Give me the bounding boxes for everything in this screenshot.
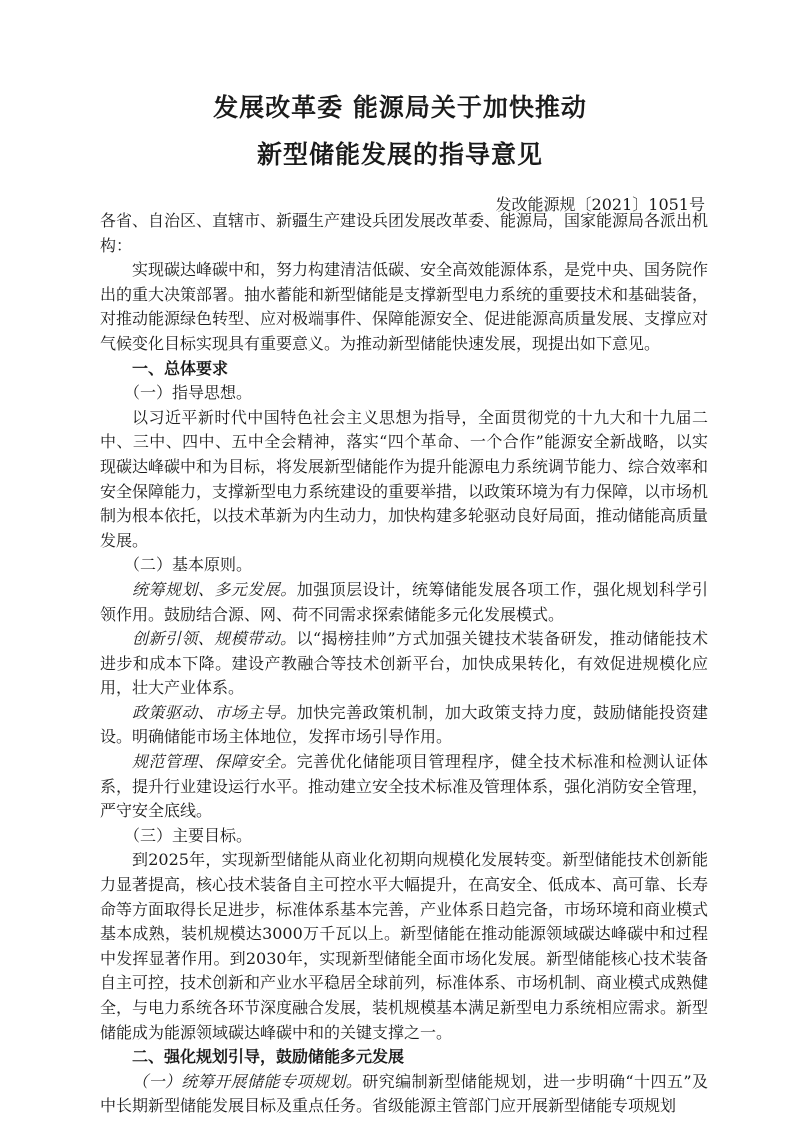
intro-paragraph: 实现碳达峰碳中和，努力构建清洁低碳、安全高效能源体系，是党中央、国务院作出的重大决策部署。抽水蓄能和新型储能是支撑新型电力系统的重要技术和基础装备，对推动能源绿色转型、应对极端事件、保障能源安全、促进能源高质量发展、支撑应对气候变化目标实现具有重要意义。为推动新型储能快速发展，现提出如下意见。 [100, 260, 709, 353]
section-1-sub-2-heading: （二）基本原则。 [124, 555, 253, 575]
principle-lead: 创新引领、规模带动。 [132, 629, 297, 649]
principle-text: 加快完善政策机制，加大政策支持力度，鼓励储能投资建设。明确储能市场主体地位，发挥市场引导作用。 [100, 702, 708, 747]
document-title-line-2: 新型储能发展的指导意见 [256, 140, 543, 169]
guiding-ideology-paragraph: 以习近平新时代中国特色社会主义思想为指导，全面贯彻党的十九大和十九届二中、三中、四中、五中全会精神，落实“四个革命、一个合作”能源安全新战略，以实现碳达峰碳中和为目标，将发展新型储能作为提升能源电力系统调节能力、综合效率和安全保障能力，支撑新型电力系统建设的重要举措，以政策环境为有力保障，以市场机制为根本依托，以技术革新为内生动力，加快构建多轮驱动良好局面，推动储能高质量发展。 [100, 407, 709, 550]
principle-paragraph [100, 750, 708, 824]
section-1-sub-1-heading: （一）指导思想。 [124, 383, 253, 403]
principle-paragraph [100, 627, 708, 701]
section-1-heading: 一、总体要求 [132, 358, 229, 378]
principle-lead: 政策驱动、市场主导。 [132, 702, 297, 722]
document-title-line-1: 发展改革委 能源局关于加快推动 [213, 93, 587, 122]
principle-text: 以“揭榜挂帅”方式加强关键技术装备研发，推动储能技术进步和成本下降。建设产教融合等技术创新平台，加快成果转化，有效促进规模化应用，壮大产业体系。 [100, 629, 708, 698]
recipients: 各省、自治区、直辖市、新疆生产建设兵团发展改革委、能源局，国家能源局各派出机构： [100, 211, 709, 255]
main-targets-paragraph: 到2025年，实现新型储能从商业化初期向规模化发展转变。新型储能技术创新能力显著提高，核心技术装备自主可控水平大幅提升，在高安全、低成本、高可靠、长寿命等方面取得长足进步，标准体系基本完善，产业体系日趋完备，市场环境和商业模式基本成熟，装机规模达3000万千瓦以上。新型储能在推动能源领域碳达峰碳中和过程中发挥显著作用。到2030年，实现新型储能全面市场化发展。新型储能核心技术装备自主可控，技术创新和产业水平稳居全球前列，标准体系、市场机制、商业模式成熟健全，与电力系统各环节深度融合发展，装机规模基本满足新型电力系统相应需求。新型储能成为能源领域碳达峰碳中和的关键支撑之一。 [100, 850, 709, 1042]
principle-paragraph [100, 701, 708, 750]
section-2-sub-1-lead: （一）统筹开展储能专项规划。 [132, 1071, 363, 1091]
principle-paragraph [100, 578, 708, 627]
section-2-sub-1-paragraph [100, 1070, 708, 1119]
document-body [100, 209, 708, 1119]
principle-lead: 统筹规划、多元发展。 [132, 579, 297, 599]
principle-lead: 规范管理、保障安全。 [132, 752, 297, 772]
principle-text: 完善优化储能项目管理程序，健全技术标准和检测认证体系，提升行业建设运行水平。推动建立安全技术标准及管理体系，强化消防安全管理，严守安全底线。 [100, 752, 709, 821]
principle-text: 加强顶层设计，统筹储能发展各项工作，强化规划科学引领作用。鼓励结合源、网、荷不同需求探索储能多元化发展模式。 [100, 579, 708, 624]
section-1-sub-3-heading: （三）主要目标。 [124, 825, 253, 845]
section-2-sub-1-text: 研究编制新型储能规划，进一步明确“十四五”及中长期新型储能发展目标及重点任务。省级能源主管部门应开展新型储能专项规划 [100, 1071, 708, 1116]
section-2-heading: 二、强化规划引导，鼓励储能多元发展 [132, 1047, 405, 1067]
document-number: 发改能源规〔2021〕1051号 [495, 195, 705, 214]
